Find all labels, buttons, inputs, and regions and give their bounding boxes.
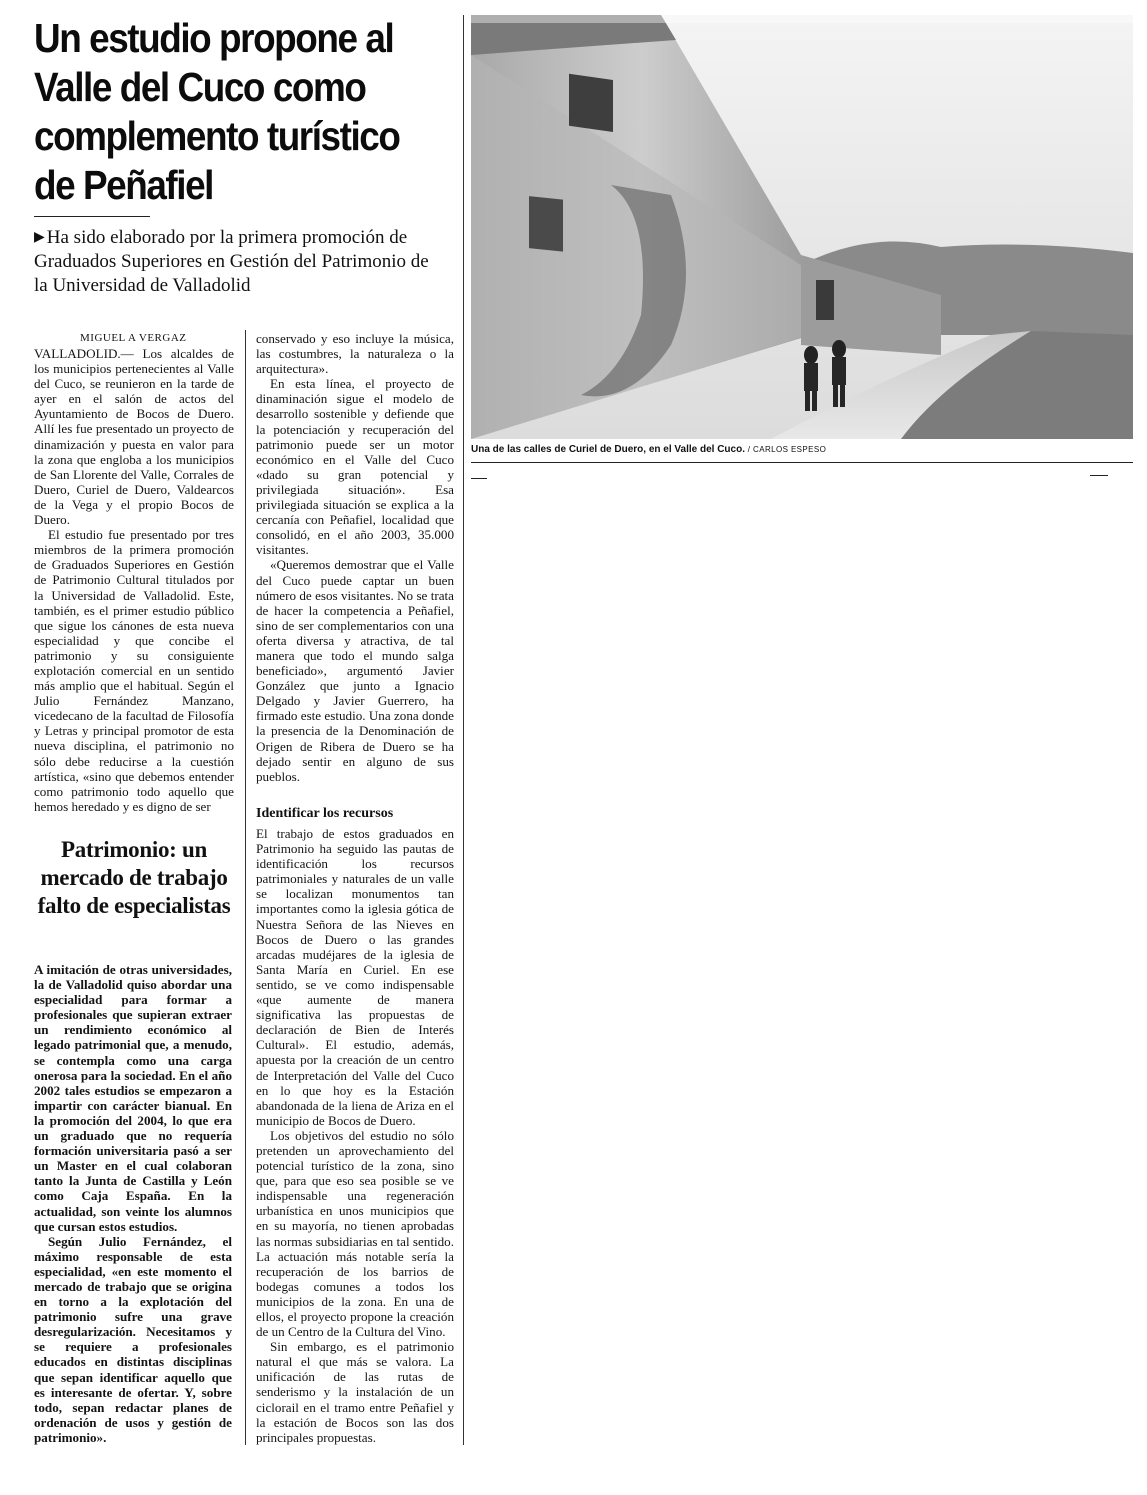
caption-rule xyxy=(471,462,1133,463)
article-paragraph: El trabajo de estos graduados en Patrimonio ha seguido las pautas de identificación los recursos patrimoniales y naturales de un valle se localizan monumentos tan importantes como la iglesia gótica de Nuestra Señora de las Nieves en Bocos de Duero o las grandes arcadas mudéjares de la iglesia de Santa María en Curiel. En ese sentido, se ve como indispensable «que aumente de manera significativa las propuestas de declaración de Bien de Interés Cultural». El estudio, además, apuesta por la creación de un centro de Interpretación del Valle del Cuco en lo que hoy es la Estación abandonada de la liena de Ariza en el municipio de Bocos de Duero. xyxy=(256,826,454,1128)
street-photo-illustration xyxy=(471,15,1133,439)
article-column-2-continued xyxy=(256,826,454,1445)
deck-text: Ha sido elaborado por la primera promoción de Graduados Superiores en Gestión del Patrimonio de la Universidad de Valladolid xyxy=(34,227,429,296)
article-paragraph: En esta línea, el proyecto de dinaminación sigue el modelo de desarrollo sostenible y defiende que la potenciación y recuperación del patrimonio puede ser un motor económico en el Valle del Cuco «dado su gran potencial y privilegiada situación». Esa privilegiada situación se explica a la cercanía con Peñafiel, localidad que consolidó, en el año 2003, 35.000 visitantes. xyxy=(256,376,454,558)
headline: Un estudio propone al Valle del Cuco como complemento turístico de Peñafiel xyxy=(34,15,400,208)
photo-credit: / CARLOS ESPESO xyxy=(747,445,827,454)
sidebar-box-text xyxy=(34,962,232,1445)
article-column-1 xyxy=(34,346,234,814)
triangle-bullet-icon: ▶ xyxy=(34,230,45,245)
end-rule xyxy=(471,478,487,479)
sidebar-paragraph: A imitación de otras universidades, la de Valladolid quiso abordar una especialidad para formar a profesionales que supieran extraer un rendimiento económico al legado patrimonial que, a menudo, se contempla como una carga onerosa para la sociedad. En el año 2002 tales estudios se empezaron a impartir con carácter bianual. En la promoción del 2004, lo que era un graduado que no requería formación universitaria pasó a ser un Master en el cual colaboran tanto la Junta de Castilla y León como Caja España. En la actualidad, son veinte los alumnos que cursan estos estudios. xyxy=(34,962,232,1234)
article-paragraph: «Queremos demostrar que el Valle del Cuco puede captar un buen número de esos visitantes. No se trata de hacer la competencia a Peñafiel, sino de ser complementarios con una oferta diversa y atractiva, de tal manera que todo el mundo salga beneficiado», argumentó Javier González que junto a Ignacio Delgado y Javier Guerrero, ha firmado este estudio. Una zona donde la presencia de la Denominación de Origen de Ribera de Duero se ha dejado sentir en alguno de sus pueblos. xyxy=(256,557,454,784)
photo-caption xyxy=(471,444,1133,455)
article-paragraph xyxy=(34,346,234,527)
street-photo xyxy=(471,15,1133,439)
article-column-2 xyxy=(256,331,454,784)
deck xyxy=(34,226,444,298)
article-paragraph: Sin embargo, es el patrimonio natural el que más se valora. La unificación de las rutas de senderismo y la instalación de un ciclorail en el tramo entre Peñafiel y la estación de Bocos son las dos principales propuestas. xyxy=(256,1339,454,1445)
sidebar-box-title: Patrimonio: un mercado de trabajo falto de especialistas xyxy=(37,837,231,918)
byline: MIGUEL A VERGAZ xyxy=(80,332,187,344)
column-divider xyxy=(245,330,246,1445)
paragraph-text: Los alcaldes de los municipios pertenecientes al Valle del Cuco, se reunieron en la tarde de ayer en el salón de actos del Ayuntamiento de Bocos de Duero. Allí les fue presentado un proyecto de dinamización y puesta en valor para la zona que engloba a los municipios de San Llorente del Valle, Corrales de Duero, Curiel de Duero, Valdearcos de la Vega y el propio Bocos de Duero. xyxy=(34,346,234,528)
subhead: Identificar los recursos xyxy=(256,806,394,821)
headline-rule xyxy=(34,216,150,217)
end-rule xyxy=(1090,475,1108,476)
article-paragraph: El estudio fue presentado por tres miembros de la primera promoción de Graduados Superiores en Gestión de Patrimonio Cultural titulados por la Universidad de Valladolid. Este, también, es el primer estudio público que sigue los cánones de esta nueva especialidad y que concibe el patrimonio y su consiguiente explotación comercial en un sentido más amplio que el habitual. Según el Julio Fernández Manzano, vicedecano de la facultad de Filosofía y Letras y principal promotor de esta nueva disciplina, el patrimonio no sólo debe reducirse a la cuestión artística, «sino que debemos entender como patrimonio todo aquello que hemos heredado y es digno de ser xyxy=(34,527,234,814)
article-paragraph: Los objetivos del estudio no sólo pretenden un aprovechamiento del potencial turístico de la zona, sino que, para que eso sea posible se ve indispensable una regeneración urbanística en unos municipios que en su mayoría, no tienen aprobadas las normas subsidiarias en tal sentido. La actuación más notable sería la recuperación de los barrios de bodegas comunes a todos los municipios de la zona. En una de ellos, el proyecto propone la creación de un Centro de la Cultura del Vino. xyxy=(256,1127,454,1340)
article-paragraph: conservado y eso incluye la música, las costumbres, la naturaleza o la arquitectura». xyxy=(256,331,454,377)
dateline: VALLADOLID.— xyxy=(34,346,134,361)
caption-text: Una de las calles de Curiel de Duero, en el Valle del Cuco. xyxy=(471,444,745,455)
column-divider xyxy=(463,15,464,1445)
sidebar-paragraph: Según Julio Fernández, el máximo responsable de esta especialidad, «en este momento el mercado de trabajo que se origina en torno a la explotación del patrimonio sufre una grave desregularización. Necesitamos y se requiere a profesionales educados en distintas disciplinas que sepan identificar aquello que es interesante de ofertar. Y, sobre todo, sepan redactar planes de ordenación de usos y gestión de patrimonio». xyxy=(34,1233,232,1445)
